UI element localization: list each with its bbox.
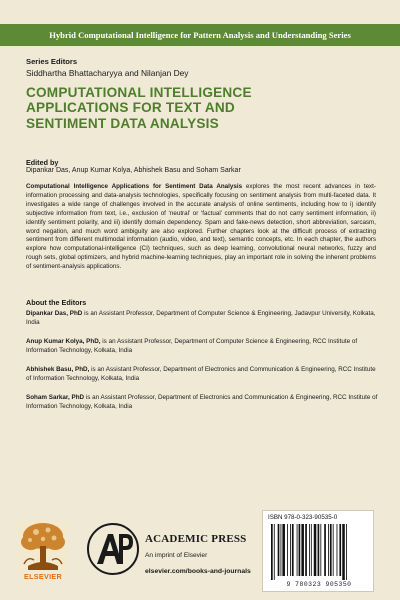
editor-bio — [26, 365, 378, 383]
title-line: SENTIMENT DATA ANALYSIS — [26, 115, 219, 131]
publisher-name: ACADEMIC PRESS — [145, 533, 247, 545]
barcode-bar — [324, 524, 326, 576]
barcode-bar — [287, 524, 288, 576]
barcode-bar — [330, 524, 332, 576]
isbn-label: ISBN 978-0-323-90535-0 — [268, 514, 338, 521]
barcode-bar — [299, 524, 301, 576]
barcode-bars — [269, 524, 369, 580]
barcode-bar — [281, 524, 282, 576]
editor-bio — [26, 309, 378, 327]
barcode-bar — [318, 524, 320, 576]
barcode-bar — [346, 524, 347, 580]
title-line: APPLICATIONS FOR TEXT AND — [26, 100, 235, 116]
barcode-bar — [290, 524, 291, 576]
barcode-bar — [339, 524, 341, 576]
edited-by-names: Dipankar Das, Anup Kumar Kolya, Abhishek Basu and Soham Sarkar — [26, 167, 241, 174]
editor-affiliation: is an Assistant Professor, Department of Electronics and Communication & Engineering, RCC Institute of Information Technology, Kolkata, India — [26, 366, 376, 382]
publisher-imprint: An imprint of Elsevier — [145, 552, 208, 559]
isbn-barcode — [262, 510, 374, 592]
barcode-bar — [320, 524, 321, 576]
barcode-bar — [314, 524, 317, 576]
barcode-bar — [274, 524, 275, 580]
editor-affiliation: is an Assistant Professor, Department of Electronics and Communication & Engineering, RCC Institute of Information Technology, Kolkata, India — [26, 394, 378, 410]
barcode-bar — [337, 524, 338, 576]
barcode-digits: 9 780323 905350 — [286, 581, 352, 588]
barcode-bar — [282, 524, 285, 576]
barcode-bar — [328, 524, 329, 576]
editor-affiliation: is an Assistant Professor, Department of Computer Science & Engineering, RCC Institute of Information Technology, Kolkata, India — [26, 338, 358, 354]
editor-affiliation: is an Assistant Professor, Department of Computer Science & Engineering, Jadavpur University, Kolkata, India — [26, 310, 376, 326]
barcode-bar — [278, 524, 280, 576]
series-band: Hybrid Computational Intelligence for Pattern Analysis and Understanding Series — [0, 24, 400, 46]
academic-press-logo — [86, 522, 140, 576]
editor-bio — [26, 393, 378, 411]
series-editors-heading: Series Editors — [26, 57, 78, 66]
title-line: COMPUTATIONAL INTELLIGENCE — [26, 85, 252, 100]
barcode-bar — [333, 524, 334, 576]
barcode-bar — [311, 524, 312, 576]
barcode-bar — [292, 524, 294, 576]
barcode-bar — [297, 524, 298, 576]
description-body: explores the most recent advances in text-information processing and data-analysis technologies, specifically focusing on sentiment analysis from multi-faceted data. It investigates a wide range of challenges involved in the accurate analysis of online sentiments, including how to i) identify subjective information from text, i.e., exclusion of ‘neutral’ or ‘factual’ comments that do not carry sentiment information, ii) identify sentiment polarity, and iii) identify domain dependency. Spam and fake-news detection, short abbreviation, sarcasm, word negation, and much word ambiguity are also explored. Further chapters look at the difficult process of extracting sentiment from different multimodal information (audio, video, and text), semantic concepts, etc. In each chapter, the authors explore how computational-intelligence (CI) techniques, such as deep learning, convolutional neural networks, fuzzy and rough sets, global optimizers, and hybrid machine-learning techniques, play an important role in solving the inherent problems of sentiment-analysis applications. — [26, 183, 377, 271]
barcode-bar — [271, 524, 273, 580]
edited-by-heading: Edited by — [26, 158, 59, 167]
editor-name: Dipankar Das, PhD — [26, 310, 83, 317]
editor-bio — [26, 337, 378, 355]
editor-name: Abhishek Basu, PhD, — [26, 366, 90, 373]
barcode-bar — [309, 524, 310, 576]
description-lead: Computational Intelligence Applications for Sentiment Data Analysis — [26, 183, 243, 190]
elsevier-tree-logo — [18, 520, 68, 572]
barcode-bar — [342, 524, 345, 580]
barcode-bar — [301, 524, 304, 576]
publisher-url: elsevier.com/books-and-journals — [145, 568, 251, 575]
book-description — [26, 183, 376, 272]
elsevier-wordmark: ELSEVIER — [24, 572, 62, 581]
editor-name: Soham Sarkar, PhD — [26, 394, 85, 401]
series-editors-names: Siddhartha Bhattacharyya and Nilanjan Dey — [26, 68, 189, 78]
about-editors-heading: About the Editors — [26, 298, 87, 307]
book-title — [26, 85, 381, 131]
barcode-bar — [305, 524, 307, 576]
editor-name: Anup Kumar Kolya, PhD, — [26, 338, 101, 345]
